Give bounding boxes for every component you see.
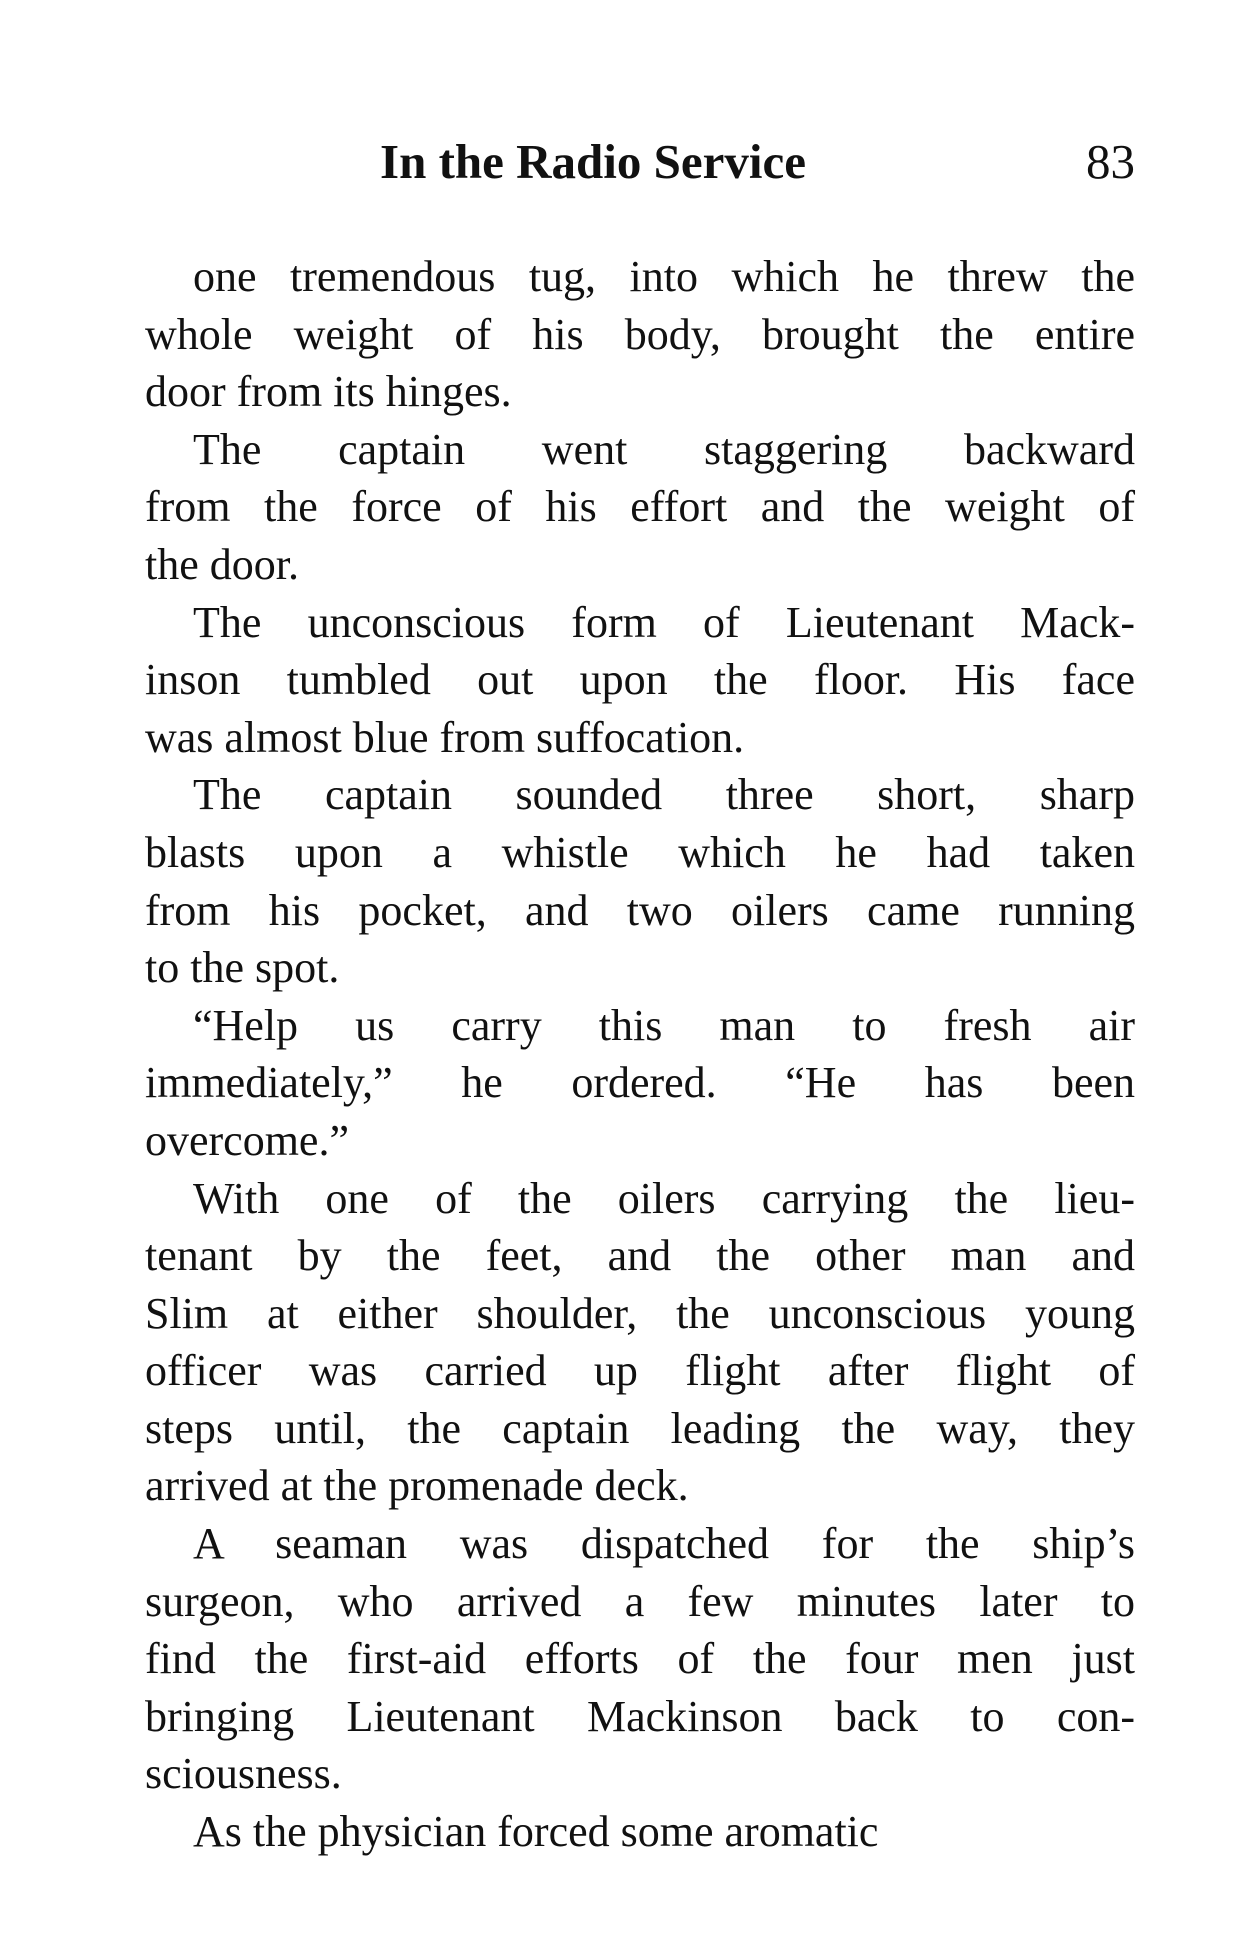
paragraph (145, 248, 1135, 421)
page-header (145, 132, 1135, 192)
text-line: immediately,” he ordered. “He has been (145, 1058, 1135, 1108)
text-line: arrived at the promenade deck. (145, 1461, 689, 1511)
page-number: 83 (1086, 134, 1135, 189)
text-line: inson tumbled out upon the floor. His face (145, 655, 1135, 705)
text-line: from the force of his effort and the weight of (145, 482, 1135, 532)
paragraph (145, 1803, 1135, 1861)
text-line: tenant by the feet, and the other man and (145, 1231, 1135, 1281)
text-line: door from its hinges. (145, 367, 512, 417)
running-title: In the Radio Service (380, 134, 806, 189)
text-line: The captain went staggering backward (193, 424, 1135, 474)
text-line: find the first-aid efforts of the four men just (145, 1634, 1135, 1684)
text-line: bringing Lieutenant Mackinson back to con- (145, 1691, 1135, 1741)
paragraph (145, 766, 1135, 996)
text-line: overcome.” (145, 1115, 349, 1165)
body-text (145, 248, 1135, 1861)
text-line: Slim at either shoulder, the unconscious young (145, 1288, 1135, 1338)
text-line: The unconscious form of Lieutenant Mack- (193, 597, 1135, 647)
text-line: was almost blue from suffocation. (145, 712, 745, 762)
paragraph (145, 1515, 1135, 1803)
text-line: “Help us carry this man to fresh air (193, 1000, 1135, 1050)
text-line: one tremendous tug, into which he threw the (193, 252, 1135, 301)
paragraph (145, 1170, 1135, 1516)
text-line: The captain sounded three short, sharp (193, 770, 1135, 820)
text-line: officer was carried up flight after flight of (145, 1346, 1135, 1396)
text-line: blasts upon a whistle which he had taken (145, 827, 1135, 877)
paragraph (145, 594, 1135, 767)
paragraph (145, 997, 1135, 1170)
text-line: whole weight of his body, brought the entire (145, 309, 1135, 359)
text-line: steps until, the captain leading the way, they (145, 1403, 1135, 1453)
paragraph (145, 421, 1135, 594)
text-line: surgeon, who arrived a few minutes later to (145, 1576, 1135, 1626)
text-line: A seaman was dispatched for the ship’s (193, 1519, 1135, 1569)
text-line: As the physician forced some aromatic (193, 1807, 879, 1857)
text-line: the door. (145, 539, 299, 589)
text-line: to the spot. (145, 943, 340, 993)
text-line: from his pocket, and two oilers came running (145, 885, 1135, 935)
text-line: sciousness. (145, 1749, 342, 1799)
text-line: With one of the oilers carrying the lieu- (193, 1173, 1135, 1223)
